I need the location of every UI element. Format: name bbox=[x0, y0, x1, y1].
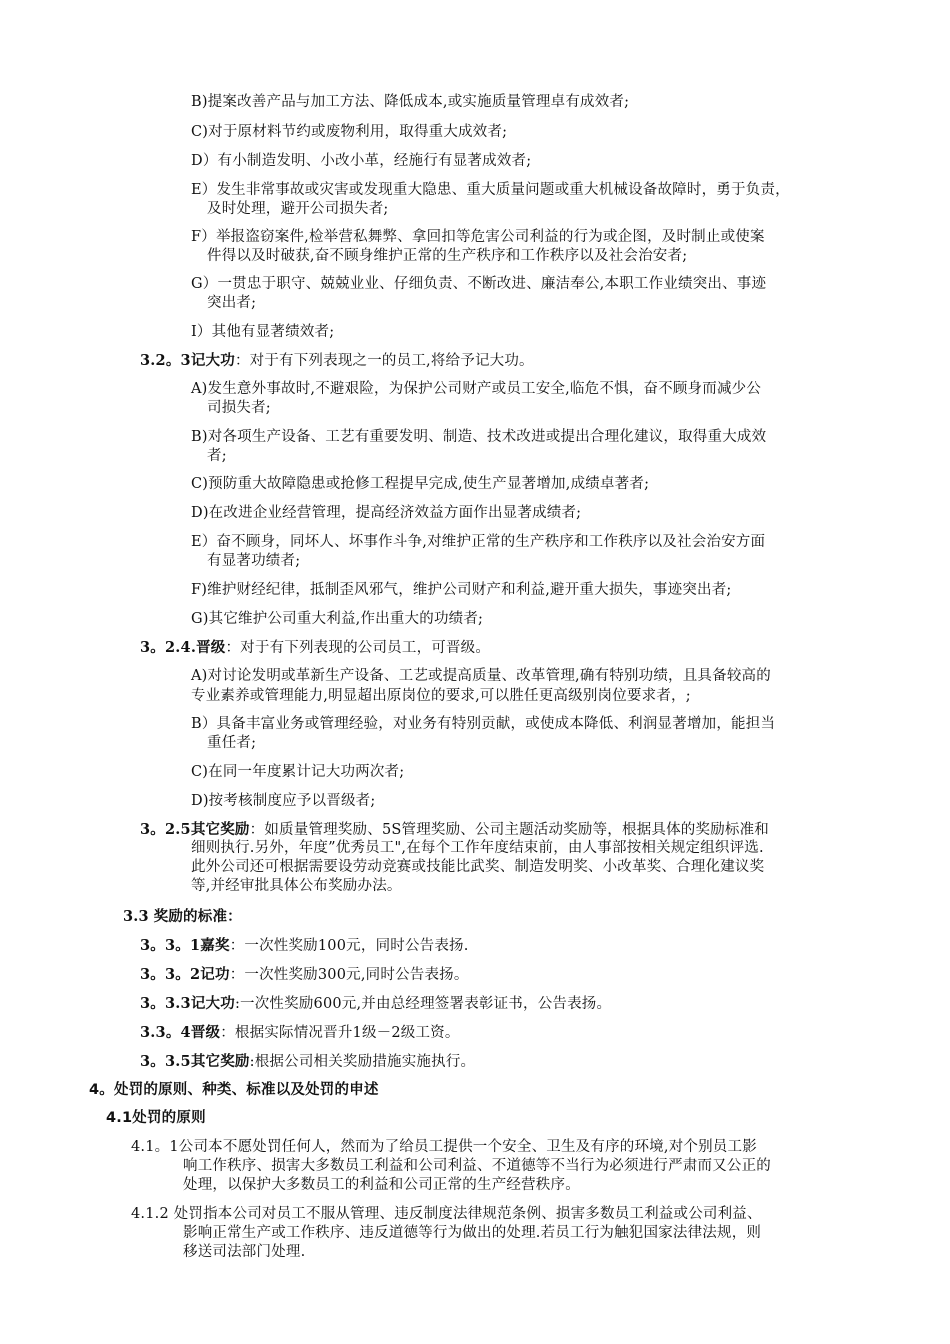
paragraph-line: 响工作秩序、损害大多数员工利益和公司利益、不道德等不当行为必须进行严肃而又公正的 bbox=[183, 1158, 771, 1174]
paragraph-line: 司损失者; bbox=[207, 400, 271, 416]
paragraph-line: B)提案改善产品与加工方法、降低成本,或实施质量管理卓有成效者; bbox=[191, 94, 630, 110]
paragraph-line: C)预防重大故障隐患或抢修工程提早完成,使生产显著增加,成绩卓著者; bbox=[191, 476, 650, 492]
paragraph-line: F)维护财经纪律，抵制歪风邪气，维护公司财产和利益,避开重大损失，事迹突出者; bbox=[191, 582, 732, 598]
paragraph-line: E）发生非常事故或灾害或发现重大隐患、重大质量问题或重大机械设备故障时，勇于负责， bbox=[191, 182, 790, 198]
paragraph-line: G）一贯忠于职守、兢兢业业、仔细负责、不断改进、廉洁奉公,本职工作业绩突出、事迹 bbox=[191, 276, 767, 292]
section-heading-3-3 bbox=[123, 906, 242, 928]
section-heading-3-2-3 bbox=[140, 350, 534, 372]
chapter-heading-4: 4。处罚的原则、种类、标准以及处罚的申述 bbox=[89, 1082, 379, 1098]
section-label: 其它奖励 bbox=[190, 1053, 250, 1070]
section-heading-4-1: 4.1处罚的原则 bbox=[106, 1110, 206, 1126]
section-label: 其它奖励 bbox=[190, 821, 250, 838]
paragraph-line: D）有小制造发明、小改小革，经施行有显著成效者; bbox=[191, 153, 532, 169]
section-text: :根据公司相关奖励措施实施执行。 bbox=[249, 1054, 476, 1070]
section-label: 奖励的标准 bbox=[153, 908, 228, 925]
section-label: 记大功 bbox=[190, 995, 235, 1012]
section-label: 记大功 bbox=[190, 352, 235, 369]
paragraph-line: E）奋不顾身，同坏人、坏事作斗争,对维护正常的生产秩序和工作秩序以及社会治安方面 bbox=[191, 534, 766, 550]
paragraph-line: 影响正常生产或工作秩序、违反道德等行为做出的处理.若员工行为触犯国家法律法规，则 bbox=[183, 1225, 762, 1241]
paragraph-line: 4.1。1公司本不愿处罚任何人，然而为了给员工提供一个安全、卫生及有序的环境,对个别员工影 bbox=[131, 1139, 757, 1155]
paragraph-line: 者; bbox=[207, 448, 227, 464]
paragraph-line: B）具备丰富业务或管理经验，对业务有特别贡献，或使成本降低、利润显著增加，能担当 bbox=[191, 716, 776, 732]
paragraph-line: 及时处理，避开公司损失者; bbox=[207, 201, 389, 217]
paragraph-line: 等,并经审批具体公布奖励办法。 bbox=[191, 878, 402, 894]
section-label: 记功 bbox=[200, 966, 230, 983]
section-number: 3。3。1 bbox=[140, 937, 201, 954]
section-number: 3。3.5 bbox=[140, 1053, 191, 1070]
section-number: 3。2.4. bbox=[140, 639, 197, 656]
section-heading-3-2-4 bbox=[140, 637, 490, 659]
paragraph-line: F）举报盗窃案件,检举营私舞弊、拿回扣等危害公司利益的行为或企图，及时制止或使案 bbox=[191, 229, 765, 245]
reward-standard-jigong bbox=[140, 964, 469, 986]
section-text: ： bbox=[227, 908, 242, 925]
paragraph-line: 有显著功绩者; bbox=[207, 553, 301, 569]
section-text: :一次性奖励600元,并由总经理签署表彰证书，公告表扬。 bbox=[234, 996, 612, 1012]
paragraph-line: 专业素养或管理能力,明显超出原岗位的要求,可以胜任更高级别岗位要求者，; bbox=[191, 688, 691, 704]
paragraph-line: B)对各项生产设备、工艺有重要发明、制造、技术改进或提出合理化建议，取得重大成效 bbox=[191, 429, 767, 445]
section-number: 3.3。4 bbox=[140, 1024, 191, 1041]
paragraph-line: I）其他有显著绩效者; bbox=[191, 324, 335, 340]
paragraph-line: 突出者; bbox=[207, 295, 257, 311]
section-number: 3.3 bbox=[123, 908, 149, 925]
section-text: ：对于有下列表现之一的员工,将给予记大功。 bbox=[234, 353, 534, 369]
paragraph-line: D)在改进企业经营管理，提高经济效益方面作出显著成绩者; bbox=[191, 505, 582, 521]
section-text: ：根据实际情况晋升1级－2级工资。 bbox=[220, 1025, 460, 1041]
paragraph-line: 处理，以保护大多数员工的利益和公司正常的生产经营秩序。 bbox=[183, 1177, 580, 1193]
section-number: 3。3。2 bbox=[140, 966, 201, 983]
paragraph-line: A)对讨论发明或革新生产设备、工艺或提高质量、改革管理,确有特别功绩，且具备较高的 bbox=[191, 668, 771, 684]
paragraph-line: 此外公司还可根据需要设劳动竞赛或技能比武奖、制造发明奖、小改革奖、合理化建议奖 bbox=[191, 859, 765, 875]
paragraph-line: A)发生意外事故时,不避艰险，为保护公司财产或员工安全,临危不惧，奋不顾身而减少公 bbox=[191, 381, 762, 397]
paragraph-line: D)按考核制度应予以晋级者; bbox=[191, 793, 376, 809]
paragraph-line: C)在同一年度累计记大功两次者; bbox=[191, 764, 405, 780]
section-text: ：对于有下列表现的公司员工，可晋级。 bbox=[225, 640, 491, 656]
section-label: 晋级 bbox=[196, 639, 226, 656]
reward-standard-jinji bbox=[140, 1022, 460, 1044]
paragraph-line: 移送司法部门处理. bbox=[183, 1244, 306, 1260]
paragraph-line: 重任者; bbox=[207, 735, 257, 751]
paragraph-line: 细则执行.另外，年度”优秀员工",在每个工作年度结束前，由人事部按相关规定组织评选. bbox=[191, 840, 764, 856]
section-label: 晋级 bbox=[190, 1024, 221, 1041]
reward-standard-other bbox=[140, 1051, 475, 1073]
section-label: 嘉奖 bbox=[200, 937, 230, 954]
paragraph-line: 件得以及时破获,奋不顾身维护正常的生产秩序和工作秩序以及社会治安者; bbox=[207, 248, 688, 264]
section-number: 3。3.3 bbox=[140, 995, 191, 1012]
section-text: ：一次性奖励100元，同时公告表扬. bbox=[229, 938, 469, 954]
paragraph-line: 4.1.2 处罚指本公司对员工不服从管理、违反制度法律规范条例、损害多数员工利益或公司利益、 bbox=[131, 1206, 762, 1222]
section-text: ：如质量管理奖励、5S管理奖励、公司主题活动奖励等，根据具体的奖励标准和 bbox=[249, 822, 769, 838]
section-text: ：一次性奖励300元,同时公告表扬。 bbox=[229, 967, 469, 983]
reward-standard-jidagong bbox=[140, 993, 611, 1015]
paragraph-line: G)其它维护公司重大利益,作出重大的功绩者; bbox=[191, 611, 484, 627]
paragraph-line: C)对于原材料节约或废物利用，取得重大成效者; bbox=[191, 124, 508, 140]
section-number: 3.2。3 bbox=[140, 352, 191, 369]
section-number: 3。2.5 bbox=[140, 821, 191, 838]
reward-standard-jiajiang bbox=[140, 935, 469, 957]
